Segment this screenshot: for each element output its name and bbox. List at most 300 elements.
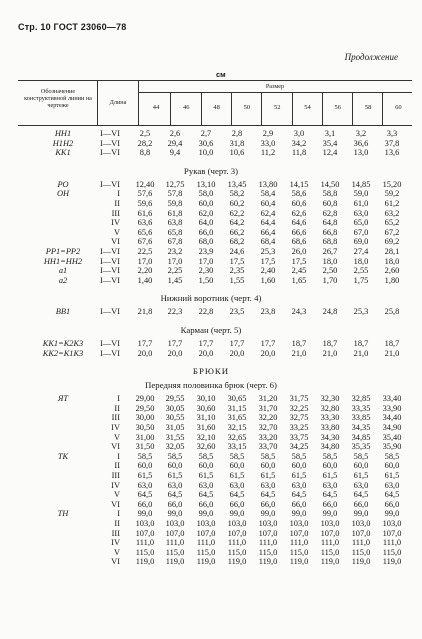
size-value: 103,0 xyxy=(382,519,402,528)
size-value: 61,5 xyxy=(260,471,276,480)
length-range: I—VI xyxy=(100,348,121,358)
line-designation: НН1 xyxy=(54,129,72,138)
size-value: 13,10 xyxy=(196,179,216,189)
length-range: I—VI xyxy=(100,266,121,276)
line-designation: КК2=К1К3 xyxy=(42,348,84,358)
length-range: I xyxy=(117,509,120,519)
size-value: 99,0 xyxy=(353,509,369,519)
size-value: 32,85 xyxy=(351,394,371,404)
length-range: II xyxy=(114,199,120,208)
size-value: 26,0 xyxy=(291,247,307,256)
size-value: 66,0 xyxy=(137,499,153,509)
size-value: 63,0 xyxy=(291,480,307,490)
size-value: 2,5 xyxy=(139,129,151,138)
size-header: 44 xyxy=(152,104,160,111)
size-value: 63,0 xyxy=(198,480,214,490)
size-value: 2,8 xyxy=(231,129,243,138)
size-value: 66,2 xyxy=(229,227,245,237)
length-range: II xyxy=(114,403,120,413)
size-value: 111,0 xyxy=(382,538,402,548)
size-value: 107,0 xyxy=(227,528,247,538)
size-value: 33,85 xyxy=(351,413,371,423)
size-value: 13,0 xyxy=(353,148,369,158)
size-value: 63,0 xyxy=(353,480,369,490)
section-title xyxy=(0,293,422,304)
size-divider xyxy=(261,92,262,125)
size-value: 22,3 xyxy=(167,307,183,317)
size-value: 30,60 xyxy=(196,403,216,413)
size-value: 58,8 xyxy=(322,189,338,199)
size-value: 26,7 xyxy=(322,247,338,256)
header-bottom-rule xyxy=(18,125,412,126)
size-value: 60,0 xyxy=(229,461,245,471)
size-value: 64,5 xyxy=(198,490,214,500)
size-value: 103,0 xyxy=(289,519,309,528)
size-value: 9,4 xyxy=(169,148,181,158)
table-row xyxy=(0,228,422,238)
size-value: 32,10 xyxy=(196,432,216,442)
size-value: 32,05 xyxy=(165,442,185,452)
size-value: 33,75 xyxy=(289,432,309,442)
size-value: 103,0 xyxy=(135,519,155,528)
size-value: 14,15 xyxy=(289,179,309,189)
length-range: I—VI xyxy=(100,138,121,148)
size-value: 60,0 xyxy=(198,461,214,471)
size-value: 64,2 xyxy=(229,218,245,228)
size-value: 1,60 xyxy=(260,275,276,285)
size-value: 1,55 xyxy=(229,275,245,285)
size-value: 32,25 xyxy=(289,403,309,413)
size-value: 1,50 xyxy=(198,275,214,285)
size-value: 32,15 xyxy=(227,423,247,432)
size-value: 58,5 xyxy=(384,451,400,461)
size-value: 62,8 xyxy=(322,208,338,218)
size-value: 2,45 xyxy=(291,266,307,276)
size-value: 18,0 xyxy=(322,256,338,266)
line-designation: НН1=НН2 xyxy=(43,256,83,266)
size-value: 2,9 xyxy=(262,129,274,138)
size-value: 2,30 xyxy=(198,266,214,276)
size-value: 21,0 xyxy=(353,348,369,358)
size-value: 31,15 xyxy=(227,403,247,413)
size-value: 12,4 xyxy=(322,148,338,158)
size-value: 12,75 xyxy=(165,179,185,189)
size-value: 21,8 xyxy=(137,307,153,317)
table-row xyxy=(0,519,422,529)
size-value: 29,50 xyxy=(135,403,155,413)
size-value: 17,5 xyxy=(229,256,245,266)
size-value: 66,0 xyxy=(353,499,369,509)
line-designation: Н1Н2 xyxy=(52,138,74,148)
table-row xyxy=(0,461,422,471)
size-value: 29,55 xyxy=(165,394,185,404)
size-value: 20,0 xyxy=(167,348,183,358)
size-value: 21,0 xyxy=(322,348,338,358)
size-value: 59,2 xyxy=(384,189,400,199)
size-value: 115,0 xyxy=(135,547,155,557)
size-value: 36,6 xyxy=(353,138,369,148)
size-value: 64,5 xyxy=(260,490,276,500)
size-value: 2,7 xyxy=(200,129,212,138)
length-range: VI xyxy=(111,442,120,452)
size-value: 33,80 xyxy=(320,423,340,432)
size-value: 111,0 xyxy=(320,538,340,548)
size-value: 64,8 xyxy=(322,218,338,228)
size-value: 17,0 xyxy=(167,256,183,266)
size-value: 32,20 xyxy=(258,413,278,423)
size-value: 20,0 xyxy=(137,348,153,358)
table-row xyxy=(0,129,422,139)
size-value: 62,4 xyxy=(260,208,276,218)
size-value: 107,0 xyxy=(351,528,371,538)
size-value: 35,40 xyxy=(382,432,402,442)
size-value: 30,00 xyxy=(135,413,155,423)
size-value: 35,4 xyxy=(322,138,338,148)
size-value: 11,8 xyxy=(291,148,307,158)
size-value: 64,5 xyxy=(291,490,307,500)
size-value: 3,3 xyxy=(386,129,398,138)
size-value: 111,0 xyxy=(227,538,247,548)
length-range: I—VI xyxy=(100,179,121,189)
section-title-text: Карман (черт. 5) xyxy=(180,325,242,335)
size-value: 17,7 xyxy=(260,339,276,348)
unit-label: см xyxy=(216,70,226,79)
size-value: 61,0 xyxy=(353,199,369,208)
size-value: 119,0 xyxy=(227,557,247,567)
size-value: 37,8 xyxy=(384,138,400,148)
size-header: 56 xyxy=(334,104,342,111)
size-value: 11,2 xyxy=(260,148,276,158)
size-value: 68,8 xyxy=(322,237,338,247)
size-value: 17,7 xyxy=(198,339,214,348)
length-range: V xyxy=(113,432,120,442)
size-value: 30,10 xyxy=(196,394,216,404)
line-designation: РР1=РР2 xyxy=(45,247,81,256)
line-designation: ТН xyxy=(57,509,69,519)
size-value: 67,0 xyxy=(353,227,369,237)
size-value: 58,5 xyxy=(198,451,214,461)
size-value: 99,0 xyxy=(384,509,400,519)
size-value: 3,2 xyxy=(355,129,367,138)
size-value: 115,0 xyxy=(289,547,309,557)
size-value: 61,8 xyxy=(167,208,183,218)
length-range: I—VI xyxy=(100,339,121,348)
size-value: 111,0 xyxy=(289,538,309,548)
size-value: 111,0 xyxy=(165,538,185,548)
size-value: 60,6 xyxy=(291,199,307,208)
size-value: 58,5 xyxy=(260,451,276,461)
size-header: 48 xyxy=(213,104,220,111)
size-value: 67,2 xyxy=(384,227,400,237)
table-row xyxy=(0,490,422,500)
table-row xyxy=(0,557,422,567)
table-row xyxy=(0,218,422,228)
size-value: 66,0 xyxy=(260,499,276,509)
size-value: 63,8 xyxy=(167,218,183,228)
table-row xyxy=(0,307,422,317)
size-value: 34,90 xyxy=(382,423,402,432)
size-header: 52 xyxy=(273,104,281,111)
length-range: VI xyxy=(111,557,120,567)
size-value: 60,0 xyxy=(198,199,214,208)
size-value: 66,0 xyxy=(322,499,338,509)
size-value: 31,75 xyxy=(289,394,309,404)
length-range: II xyxy=(114,519,120,528)
size-value: 32,65 xyxy=(227,432,247,442)
size-value: 115,0 xyxy=(227,547,247,557)
length-range: I—VI xyxy=(100,148,121,158)
size-value: 103,0 xyxy=(227,519,247,528)
size-value: 34,25 xyxy=(289,442,309,452)
size-value: 31,00 xyxy=(135,432,155,442)
size-value: 66,0 xyxy=(229,499,245,509)
length-range: I xyxy=(117,189,120,199)
header-top-rule xyxy=(18,80,412,81)
size-value: 24,6 xyxy=(229,247,245,256)
size-value: 66,0 xyxy=(384,499,400,509)
size-value: 18,7 xyxy=(353,339,369,348)
size-value: 22,5 xyxy=(137,247,153,256)
size-value: 59,0 xyxy=(353,189,369,199)
table-row xyxy=(0,266,422,276)
size-header: 50 xyxy=(243,104,251,111)
size-value: 14,50 xyxy=(320,179,340,189)
size-value: 20,0 xyxy=(229,348,245,358)
size-value: 3,0 xyxy=(293,129,305,138)
size-value: 119,0 xyxy=(351,557,371,567)
size-value: 64,5 xyxy=(384,490,400,500)
size-value: 65,8 xyxy=(167,227,183,237)
line-designation: ТК xyxy=(57,451,69,461)
size-value: 17,7 xyxy=(229,339,245,348)
length-range: IV xyxy=(111,480,120,490)
size-value: 64,5 xyxy=(353,490,369,500)
length-range: III xyxy=(111,528,120,538)
table-row xyxy=(0,209,422,219)
size-value: 99,0 xyxy=(291,509,307,519)
size-value: 61,5 xyxy=(229,471,245,480)
size-value: 63,6 xyxy=(137,218,153,228)
size-value: 60,2 xyxy=(229,199,245,208)
size-value: 34,80 xyxy=(320,442,340,452)
size-value: 28,1 xyxy=(384,247,400,256)
size-value: 14,85 xyxy=(351,179,371,189)
length-range: VI xyxy=(111,499,120,509)
size-value: 111,0 xyxy=(351,538,371,548)
length-range: I xyxy=(117,451,120,461)
length-range: I—VI xyxy=(100,307,121,317)
size-value: 58,4 xyxy=(260,189,276,199)
table-row xyxy=(0,189,422,199)
size-value: 61,5 xyxy=(384,471,400,480)
length-range: I—VI xyxy=(100,275,121,285)
section-title-text: БРЮКИ xyxy=(192,366,230,377)
size-value: 99,0 xyxy=(229,509,245,519)
size-value: 17,5 xyxy=(291,256,307,266)
size-value: 33,30 xyxy=(320,413,340,423)
table-row xyxy=(0,423,422,433)
designation-header: Обозначение конструктивной линии на чертеже xyxy=(24,88,92,109)
size-value: 31,10 xyxy=(196,413,216,423)
size-value: 10,0 xyxy=(198,148,214,158)
size-value: 107,0 xyxy=(196,528,216,538)
size-value: 67,6 xyxy=(137,237,153,247)
size-group-rule xyxy=(138,92,412,93)
size-value: 18,7 xyxy=(322,339,338,348)
size-value: 21,0 xyxy=(291,348,307,358)
size-value: 34,85 xyxy=(351,432,371,442)
length-range: IV xyxy=(111,218,120,228)
length-range: IV xyxy=(111,538,120,548)
size-value: 107,0 xyxy=(135,528,155,538)
size-value: 60,0 xyxy=(167,461,183,471)
size-value: 32,75 xyxy=(289,413,309,423)
size-divider xyxy=(201,92,202,125)
line-designation: РО xyxy=(57,179,69,189)
length-range: V xyxy=(113,490,120,500)
size-value: 69,0 xyxy=(353,237,369,247)
size-value: 23,9 xyxy=(198,247,214,256)
size-value: 65,0 xyxy=(353,218,369,228)
size-value: 58,0 xyxy=(198,189,214,199)
size-value: 99,0 xyxy=(260,509,276,519)
size-value: 60,8 xyxy=(322,199,338,208)
size-value: 99,0 xyxy=(137,509,153,519)
size-value: 61,5 xyxy=(137,471,153,480)
size-value: 1,65 xyxy=(291,275,307,285)
size-value: 62,2 xyxy=(229,208,245,218)
size-value: 66,6 xyxy=(291,227,307,237)
table-row xyxy=(0,349,422,359)
size-value: 2,40 xyxy=(260,266,276,276)
size-value: 63,0 xyxy=(384,480,400,490)
size-value: 33,40 xyxy=(382,394,402,404)
size-value: 119,0 xyxy=(196,557,216,567)
size-value: 66,8 xyxy=(322,227,338,237)
size-value: 69,2 xyxy=(384,237,400,247)
table-row xyxy=(0,471,422,481)
size-value: 66,0 xyxy=(198,227,214,237)
length-range: V xyxy=(113,227,120,237)
size-value: 23,5 xyxy=(229,307,245,317)
size-value: 103,0 xyxy=(351,519,371,528)
size-value: 65,6 xyxy=(137,227,153,237)
length-range: V xyxy=(113,547,120,557)
size-value: 99,0 xyxy=(198,509,214,519)
size-value: 119,0 xyxy=(289,557,309,567)
line-designation: ВВ1 xyxy=(55,307,71,317)
size-value: 13,6 xyxy=(384,148,400,158)
section-title-text: Рукав (черт. 3) xyxy=(183,165,239,176)
size-value: 25,3 xyxy=(260,247,276,256)
size-value: 119,0 xyxy=(320,557,340,567)
size-value: 60,0 xyxy=(291,461,307,471)
table-row xyxy=(0,139,422,149)
size-divider xyxy=(382,92,383,125)
size-value: 2,55 xyxy=(353,266,369,276)
table-row xyxy=(0,500,422,510)
size-value: 115,0 xyxy=(196,547,216,557)
size-value: 17,7 xyxy=(137,339,153,348)
size-value: 33,70 xyxy=(258,442,278,452)
size-value: 1,80 xyxy=(384,275,400,285)
size-value: 18,7 xyxy=(291,339,307,348)
size-value: 58,5 xyxy=(291,451,307,461)
size-value: 32,80 xyxy=(320,403,340,413)
size-value: 64,4 xyxy=(260,218,276,228)
size-value: 63,0 xyxy=(260,480,276,490)
size-value: 2,20 xyxy=(137,266,153,276)
size-value: 103,0 xyxy=(320,519,340,528)
size-value: 60,0 xyxy=(384,461,400,471)
table-row xyxy=(0,404,422,414)
size-value: 111,0 xyxy=(258,538,278,548)
size-value: 103,0 xyxy=(258,519,278,528)
size-value: 66,4 xyxy=(260,227,276,237)
size-value: 61,5 xyxy=(322,471,338,480)
size-value: 10,6 xyxy=(229,148,245,158)
size-value: 61,5 xyxy=(198,471,214,480)
size-value: 64,5 xyxy=(322,490,338,500)
size-value: 32,30 xyxy=(320,394,340,404)
size-value: 13,45 xyxy=(227,179,247,189)
table-row xyxy=(0,529,422,539)
size-header: 46 xyxy=(183,104,190,111)
size-header: 58 xyxy=(364,104,372,111)
size-value: 30,65 xyxy=(227,394,247,404)
size-value: 33,15 xyxy=(227,442,247,452)
size-value: 33,25 xyxy=(289,423,309,432)
size-value: 107,0 xyxy=(382,528,402,538)
line-designation: а1 xyxy=(58,266,68,276)
size-value: 1,45 xyxy=(167,275,183,285)
size-value: 58,2 xyxy=(229,189,245,199)
size-value: 22,8 xyxy=(198,307,214,317)
size-value: 30,50 xyxy=(135,423,155,432)
size-value: 30,6 xyxy=(198,138,214,148)
size-value: 60,0 xyxy=(260,461,276,471)
size-divider xyxy=(322,92,323,125)
size-value: 61,5 xyxy=(167,471,183,480)
size-value: 61,2 xyxy=(384,199,400,208)
size-value: 24,3 xyxy=(291,307,307,317)
size-value: 64,5 xyxy=(229,490,245,500)
line-designation: ОН xyxy=(56,189,70,199)
length-range: II xyxy=(114,461,120,471)
size-value: 33,0 xyxy=(260,138,276,148)
size-header: 54 xyxy=(304,104,311,111)
continued-label: Продолжение xyxy=(344,52,398,62)
size-value: 33,90 xyxy=(382,403,402,413)
size-value: 20,0 xyxy=(260,348,276,358)
size-value: 62,6 xyxy=(291,208,307,218)
size-value: 23,2 xyxy=(167,247,183,256)
size-value: 63,0 xyxy=(167,480,183,490)
table-row xyxy=(0,452,422,462)
length-range: III xyxy=(111,413,120,423)
size-value: 34,2 xyxy=(291,138,307,148)
size-value: 17,0 xyxy=(198,256,214,266)
size-value: 103,0 xyxy=(165,519,185,528)
size-value: 2,25 xyxy=(167,266,183,276)
size-value: 29,4 xyxy=(167,138,183,148)
size-value: 15,20 xyxy=(382,179,402,189)
size-value: 1,70 xyxy=(322,275,338,285)
size-value: 60,0 xyxy=(137,461,153,471)
size-value: 18,0 xyxy=(353,256,369,266)
size-value: 2,35 xyxy=(229,266,245,276)
size-value: 13,80 xyxy=(258,179,278,189)
